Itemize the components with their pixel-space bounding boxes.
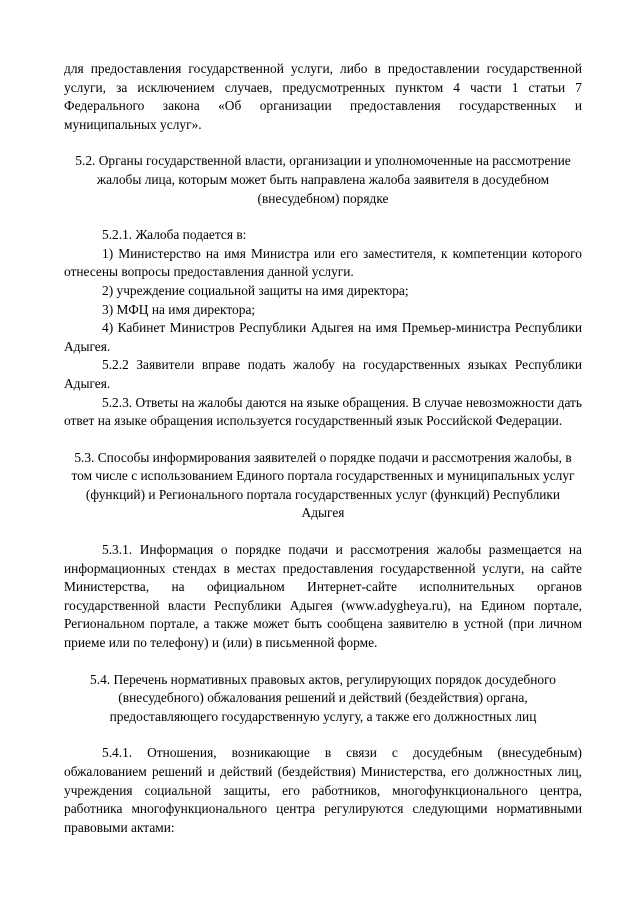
spacer xyxy=(64,208,582,226)
spacer xyxy=(64,726,582,744)
spacer xyxy=(64,653,582,671)
paragraph-5-3-1: 5.3.1. Информация о порядке подачи и рассмотрения жалобы размещается на информационных стендах в местах предоставления государственной услуги, на сайте Министерства, на официальном Интернет-сайте исполнительных органов государственной власти Республики Адыгея (www.adygheya.ru), на Едином портале, Региональном портале, а также может быть сообщена заявителю в устной (при личном приеме или по телефону) и (или) в письменной форме. xyxy=(64,542,582,651)
section-5-3-heading: 5.3. Способы информирования заявителей о порядке подачи и рассмотрения жалобы, в том числе с использованием Единого портала государственных и муниципальных услуг (функций) и Регионального портала государственных услуг (функций) Республики Адыгея xyxy=(71,449,575,521)
paragraph-5-2-1: 5.2.1. Жалоба подается в: xyxy=(102,227,247,243)
spacer xyxy=(64,431,582,449)
list-item-1: 1) Министерство на имя Министра или его заместителя, к компетенции которого отнесены вопросы предоставления данной услуги. xyxy=(64,245,582,280)
spacer xyxy=(64,134,582,152)
spacer xyxy=(64,523,582,541)
paragraph-5-2-2: 5.2.2 Заявители вправе подать жалобу на государственных языках Республики Адыгея. xyxy=(64,357,582,391)
list-item-2: 2) учреждение социальной защиты на имя директора; xyxy=(102,282,409,298)
paragraph-5-4-1: 5.4.1. Отношения, возникающие в связи с досудебным (внесудебным) обжалованием решений и действий (бездействия) Министерства, его должностных лиц, учреждения социальной защиты, его работников, многофункционального центра, работника многофункционального центра регулируются следующими нормативными правовыми актами: xyxy=(64,745,582,835)
section-5-2-heading: 5.2. Органы государственной власти, организации и уполномоченные на рассмотрение жалобы лица, которым может быть направлена жалоба заявителя в досудебном (внесудебном) порядке xyxy=(75,153,571,206)
section-5-4-heading: 5.4. Перечень нормативных правовых актов, регулирующих порядок досудебного (внесудебного) обжалования решений и действий (бездействия) органа, предоставляющего государственную услугу, а также его должностных лиц xyxy=(90,671,556,724)
document-page xyxy=(64,60,582,837)
paragraph-5-2-3: 5.2.3. Ответы на жалобы даются на языке обращения. В случае невозможности дать ответ на языке обращения используется государственный язык Российской Федерации. xyxy=(64,394,582,429)
list-item-3: 3) МФЦ на имя директора; xyxy=(102,301,256,317)
intro-paragraph: для предоставления государственной услуги, либо в предоставлении государственной услуги, за исключением случаев, предусмотренных пунктом 4 части 1 статьи 7 Федерального закона «Об организации предоставления государственных и муниципальных услуг». xyxy=(64,61,582,132)
list-item-4: 4) Кабинет Министров Республики Адыгея на имя Премьер-министра Республики Адыгея. xyxy=(64,320,582,354)
